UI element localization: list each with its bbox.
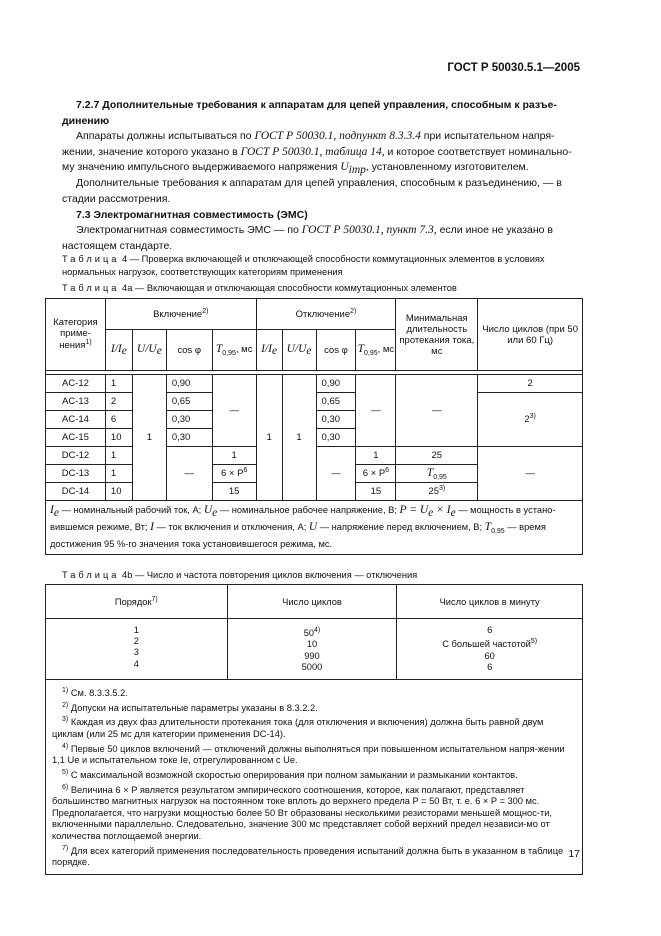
header-min-duration: Минимальная длительность протекания тока, мс bbox=[396, 299, 478, 371]
header-cycle-count: Число циклов bbox=[227, 585, 397, 619]
table-row: DC-12 1 — 1 — 1 25 — bbox=[46, 447, 583, 465]
footnote: $^{7)}$ Для всех категорий применения последовательность проведения испытаний должна быть в указанном в таблице порядке. bbox=[52, 844, 564, 868]
paragraph-7-2-7-additional: Дополнительные требования к аппаратам для цепей управления, способным к разъединению, — в стадии рассмотрения. bbox=[62, 177, 562, 205]
table-4a-note: $I_e$ — номинальный рабочий ток, А; $U_e$ — номинальное рабочее напряжение, В; $P = U_e \times I_e$ — мощность в устано-вившемся режиме, Вт; I — ток включения и отключения, А; U — напряжение перед включением, В; $T_{0,95}$ — время достижения 95 %-го значения тока установившегося режима, мс. bbox=[46, 501, 583, 555]
footnote: $^{1)}$ См. 8.3.3.5.2. bbox=[62, 686, 128, 698]
paragraph-7-2-7-line1: Аппараты должны испытываться по ГОСТ Р 50030.1, подпункт 8.3.3.4 при испытательном напря- bbox=[76, 130, 555, 142]
footnote: $^{4)}$ Первые 50 циклов включений — отключений должны выполняться при повышенном испытательном напря-жении 1,1 Ue и испытательном токе Ie, отрегулированном с Ue. bbox=[52, 742, 565, 766]
footnote: $^{5)}$ С максимальной возможной скоростью оперирования при полном замыкании и размыкании контактов. bbox=[62, 768, 518, 780]
header-cos-phi-off: cos φ bbox=[316, 330, 356, 371]
table-row: AC-15 10 0,30 0,30 bbox=[46, 429, 583, 447]
header-switch-on: Включение$^{2)}$ bbox=[105, 299, 256, 330]
header-cos-phi: cos φ bbox=[166, 330, 212, 371]
header-cycles-per-minute: Число циклов в минуту bbox=[397, 585, 583, 619]
header-category: Категория приме-нения$^{1)}$ bbox=[46, 299, 106, 371]
header-u-ratio: $U/U_e$ bbox=[132, 330, 166, 371]
footnote: $^{6)}$ Величина 6 × P является результатом эмпирического соотношения, которое, как полагают, представляет большинство магнитных нагрузок на постоянном токе вплоть до верхнего предела P = 50 Вт, т. е. 6 × P = 300 мс. Предполагается, что нагрузки мощностью более 50 Вт образованы несколькими резисторами меньшей мощнос-ти, включенными параллельно. Следовательно, значение 300 мс представляет собой верхний предел независи-мо от количества поглощаемой энергии. bbox=[52, 783, 553, 841]
table-row: 1 2 3 4 50$^{4)}$ 10 990 5000 6 С большей частотой$^{5)}$ 60 6 bbox=[46, 619, 583, 680]
section-7-2-7-heading: 7.2.7 Дополнительные требования к аппаратам для цепей управления, способным к разъе- динению bbox=[62, 99, 557, 127]
table-4a bbox=[45, 298, 583, 555]
paragraph-7-3-line1: Электромагнитная совместимость ЭМС — по ГОСТ Р 50030.1, пункт 7.3, если иное не указано в bbox=[76, 224, 553, 236]
table-row: AC-13 2 0,65 0,65 2$^{3)}$ bbox=[46, 393, 583, 411]
page-number: 17 bbox=[568, 848, 580, 860]
header-t095: $T_{0,95}$, мс bbox=[212, 330, 256, 371]
table-row: AC-12 1 1 0,90 — 1 1 0,90 — — 2 bbox=[46, 375, 583, 393]
table-4a-caption: Таблица 4а — Включающая и отключающая способности коммутационных элементов bbox=[62, 283, 457, 293]
header-cycles: Число циклов (при 50 или 60 Гц) bbox=[478, 299, 583, 371]
header-i-ratio: $I/I_e$ bbox=[105, 330, 132, 371]
table-row: AC-14 6 0,30 0,30 bbox=[46, 411, 583, 429]
table-row: DC-14 10 15 15 25$^{3)}$ bbox=[46, 483, 583, 501]
footnote: $^{2)}$ Допуски на испытательные параметры указаны в 8.3.2.2. bbox=[62, 701, 318, 713]
table-row: DC-13 1 $6 \times P^6$ $6 \times P^6$ $T_{0,95}$ bbox=[46, 465, 583, 483]
header-order: Порядок$^{7)}$ bbox=[46, 585, 228, 619]
header-u-ratio-off: $U/U_e$ bbox=[282, 330, 316, 371]
table-4b-footnotes bbox=[46, 679, 583, 874]
section-7-3-heading: 7.3 Электромагнитная совместимость (ЭМС) bbox=[76, 208, 308, 221]
header-t095-off: $T_{0,95}$, мс bbox=[356, 330, 396, 371]
paragraph-7-2-7-line3: му значению импульсного выдерживаемого напряжения $U_{imp}$, установленному изготовителем. bbox=[62, 161, 529, 177]
header-i-ratio-off: $I/I_e$ bbox=[256, 330, 282, 371]
table-4b bbox=[45, 584, 583, 875]
paragraph-7-3-line2: настоящем стандарте. bbox=[62, 239, 173, 252]
paragraph-7-2-7-line2: жении, значение которого указано в ГОСТ Р 50030.1, таблица 14, и которое соответствует номинально- bbox=[62, 145, 572, 158]
table-4b-caption: Таблица 4b — Число и частота повторения циклов включения — отключения bbox=[62, 570, 418, 580]
header-switch-off: Отключение$^{2)}$ bbox=[256, 299, 396, 330]
footnote: $^{3)}$ Каждая из двух фаз длительности протекания тока (для отключения и включения) должна быть равной двум циклам (или 25 мс для категории применения DC-14). bbox=[52, 716, 544, 739]
document-header: ГОСТ Р 50030.5.1—2005 bbox=[447, 62, 580, 74]
table-4-caption: Таблица 4 — Проверка включающей и отключающей способности коммутационных элементов в условиях нормальных нагрузок, соответствующих категориям применения bbox=[62, 254, 545, 277]
